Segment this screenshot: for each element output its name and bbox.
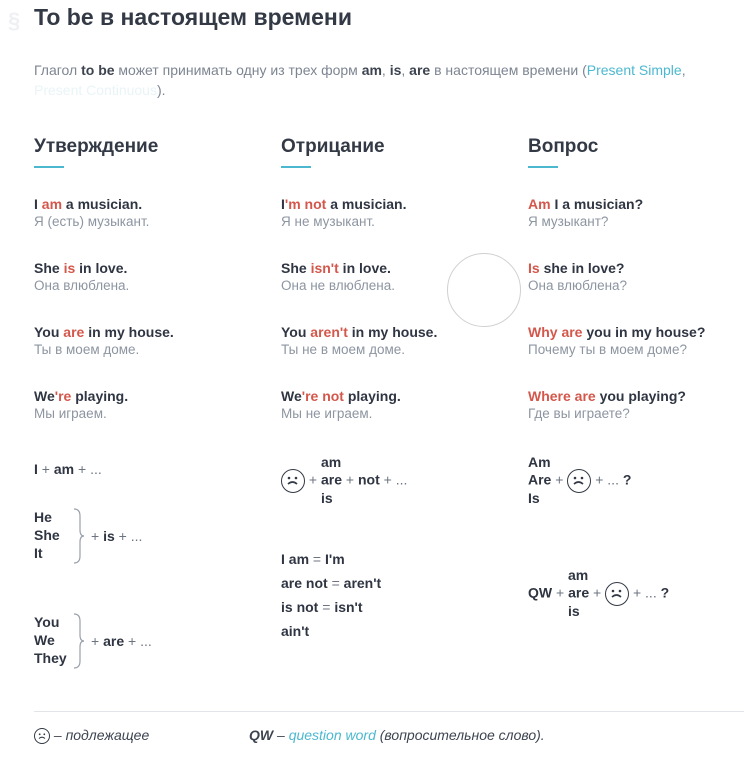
example-verb: Is [528, 260, 540, 276]
example-en: She [281, 260, 311, 276]
contraction-short: isn't [334, 599, 363, 615]
example-en: I [281, 196, 285, 212]
formula-verb: am [53, 461, 75, 477]
legend-qw-label: QW [249, 727, 274, 743]
ellipsis: ... [140, 633, 152, 649]
formula-q-verb: Am [528, 454, 551, 470]
heading-underline [281, 166, 311, 168]
example-item [281, 387, 401, 423]
intro-text: ). [156, 82, 166, 98]
formula-not: not [357, 471, 380, 488]
legend-qw-note: (вопросительное слово). [375, 727, 545, 743]
contraction-short: I'm [324, 551, 345, 567]
example-verb: 're not [301, 388, 344, 404]
heading-question: Вопрос [528, 136, 599, 157]
example-translation: Я (есть) музыкант. [34, 214, 150, 229]
example-en: She [34, 260, 64, 276]
overlay-circle [447, 253, 521, 327]
contraction [281, 622, 309, 640]
subject-face-icon [34, 728, 50, 744]
example-en: in my house. [347, 324, 438, 340]
example-item [34, 323, 174, 359]
plus-sign: + [91, 528, 100, 544]
ellipsis: ... [90, 461, 102, 477]
formula-verb: Are [528, 471, 552, 488]
example-translation: Она влюблена. [34, 278, 130, 293]
example-translation: Мы играем. [34, 406, 107, 421]
example-verb: Why are [528, 324, 583, 340]
formula-subject: She [34, 527, 60, 543]
formula-subject: They [34, 650, 67, 666]
equals-sign: = [309, 551, 325, 567]
example-en: You [34, 324, 64, 340]
formula-i-am [34, 460, 102, 478]
divider [34, 711, 744, 712]
example-translation: Почему ты в моем доме? [528, 342, 687, 357]
example-verb: 'm not [284, 196, 327, 212]
example-translation: Ты не в моем доме. [281, 342, 405, 357]
heading-underline [34, 166, 64, 168]
formula-verb: are [320, 471, 342, 488]
example-en: We [34, 388, 55, 404]
intro-form-are: are [409, 62, 431, 78]
example-item [34, 195, 149, 231]
contraction [281, 574, 381, 592]
intro-form-am: am [361, 62, 382, 78]
intro-paragraph [34, 60, 734, 100]
formula-subject: He [34, 509, 52, 525]
example-en: playing. [343, 388, 401, 404]
intro-text: в настоящем времени ( [430, 62, 587, 78]
formula-negative [281, 469, 407, 493]
brace-icon [72, 508, 84, 564]
example-translation: Она влюблена? [528, 278, 628, 293]
equals-sign: = [327, 575, 344, 591]
example-verb: aren't [310, 324, 348, 340]
example-item [34, 387, 128, 423]
intro-verb: to be [81, 62, 115, 78]
formula-is [91, 527, 142, 545]
example-translation: Она не влюблена. [281, 278, 396, 293]
example-item [528, 195, 643, 231]
example-item [34, 259, 129, 295]
subject-face-icon [281, 469, 305, 493]
legend-dash: – [273, 727, 289, 743]
legend-subject-text: – подлежащее [50, 727, 150, 743]
example-en: I a musician? [550, 196, 644, 212]
example-en: We [281, 388, 302, 404]
example-en: in love. [338, 260, 391, 276]
plus-sign: + [555, 471, 564, 488]
contraction-full: ain't [281, 623, 310, 639]
intro-form-is: is [389, 62, 402, 78]
example-verb: Where are [528, 388, 596, 404]
intro-sep: , [381, 62, 390, 78]
example-en: a musician. [62, 196, 143, 212]
example-translation: Я музыкант? [528, 214, 609, 229]
question-mark: ? [660, 584, 670, 601]
equals-sign: = [318, 599, 335, 615]
example-en: you in my house? [582, 324, 706, 340]
formula-verb: am [568, 567, 589, 583]
example-en: she in love? [539, 260, 625, 276]
question-mark: ? [622, 471, 632, 488]
example-verb: Am [528, 196, 551, 212]
example-verb: 're [54, 388, 72, 404]
formula-verb: is [321, 490, 333, 506]
formula-verb: am [321, 454, 342, 470]
plus-sign: + [556, 584, 565, 601]
example-en: in my house. [84, 324, 174, 340]
ellipsis: ... [645, 584, 657, 601]
example-translation: Где вы играете? [528, 406, 630, 421]
example-item [281, 259, 395, 295]
example-en: in love. [75, 260, 128, 276]
formula-are [91, 632, 152, 650]
example-en: playing. [71, 388, 129, 404]
legend-qw [249, 726, 545, 744]
example-item [281, 323, 437, 359]
plus-sign: + [308, 471, 318, 488]
formula-subject: We [34, 632, 55, 648]
plus-sign: + [41, 461, 50, 477]
contraction-short: aren't [343, 575, 382, 591]
contraction-full: is not [281, 599, 319, 615]
example-item [528, 387, 686, 423]
intro-text: может принимать одну из трех форм [114, 62, 362, 78]
contraction [281, 550, 345, 568]
present-continuous-link[interactable]: Present Continuous [34, 82, 157, 98]
example-item [528, 259, 627, 295]
heading-underline [528, 166, 558, 168]
subject-face-icon [605, 582, 629, 606]
plus-sign: + [383, 471, 392, 488]
example-item [528, 323, 705, 359]
example-en: you playing? [595, 388, 686, 404]
intro-sep: , [401, 62, 410, 78]
formula-subject: You [34, 614, 60, 630]
subject-face-icon [567, 469, 591, 493]
ellipsis: ... [130, 528, 143, 544]
example-en: a musician. [326, 196, 407, 212]
formula-verb: is [568, 603, 580, 619]
formula-verb-stack [321, 489, 333, 507]
formula-qw-label: QW [528, 584, 553, 601]
intro-sep: , [681, 62, 686, 78]
example-verb: am [41, 196, 63, 212]
formula-verb: are [568, 584, 590, 601]
formula-qw [528, 582, 669, 606]
formula-question [528, 469, 631, 493]
example-en: I [34, 196, 42, 212]
formula-verb: are [103, 633, 125, 649]
example-translation: Мы не играем. [281, 406, 373, 421]
present-simple-link[interactable]: Present Simple [586, 62, 682, 78]
heading-affirmative: Утверждение [34, 136, 159, 157]
heading-negative: Отрицание [281, 136, 385, 157]
example-translation: Ты в моем доме. [34, 342, 140, 357]
page-title: To be в настоящем времени [34, 4, 352, 30]
formula-subject-stack [34, 613, 67, 667]
plus-sign: + [77, 461, 87, 477]
example-verb: are [63, 324, 85, 340]
plus-sign: + [632, 584, 642, 601]
contraction [281, 598, 363, 616]
contraction-full: are not [281, 575, 328, 591]
example-item [281, 195, 406, 231]
ellipsis: ... [395, 471, 408, 488]
plus-sign: + [91, 633, 100, 649]
plus-sign: + [128, 633, 137, 649]
formula-subject-stack [34, 508, 60, 562]
plus-sign: + [118, 528, 127, 544]
contraction-full: I am [281, 551, 310, 567]
section-icon: § [8, 8, 21, 33]
formula-subject: I [34, 461, 38, 477]
question-word-link[interactable]: question word [288, 727, 376, 743]
example-verb: is [63, 260, 76, 276]
brace-icon [72, 613, 84, 669]
plus-sign: + [595, 471, 604, 488]
ellipsis: ... [607, 471, 619, 488]
formula-verb: is [103, 528, 115, 544]
formula-subject: It [34, 545, 43, 561]
example-verb: isn't [310, 260, 339, 276]
legend-subject [34, 726, 149, 744]
example-translation: Я не музыкант. [281, 214, 375, 229]
formula-q-verb: Is [528, 490, 540, 506]
intro-text: Глагол [34, 62, 82, 78]
plus-sign: + [593, 584, 602, 601]
plus-sign: + [345, 471, 355, 488]
example-en: You [281, 324, 311, 340]
